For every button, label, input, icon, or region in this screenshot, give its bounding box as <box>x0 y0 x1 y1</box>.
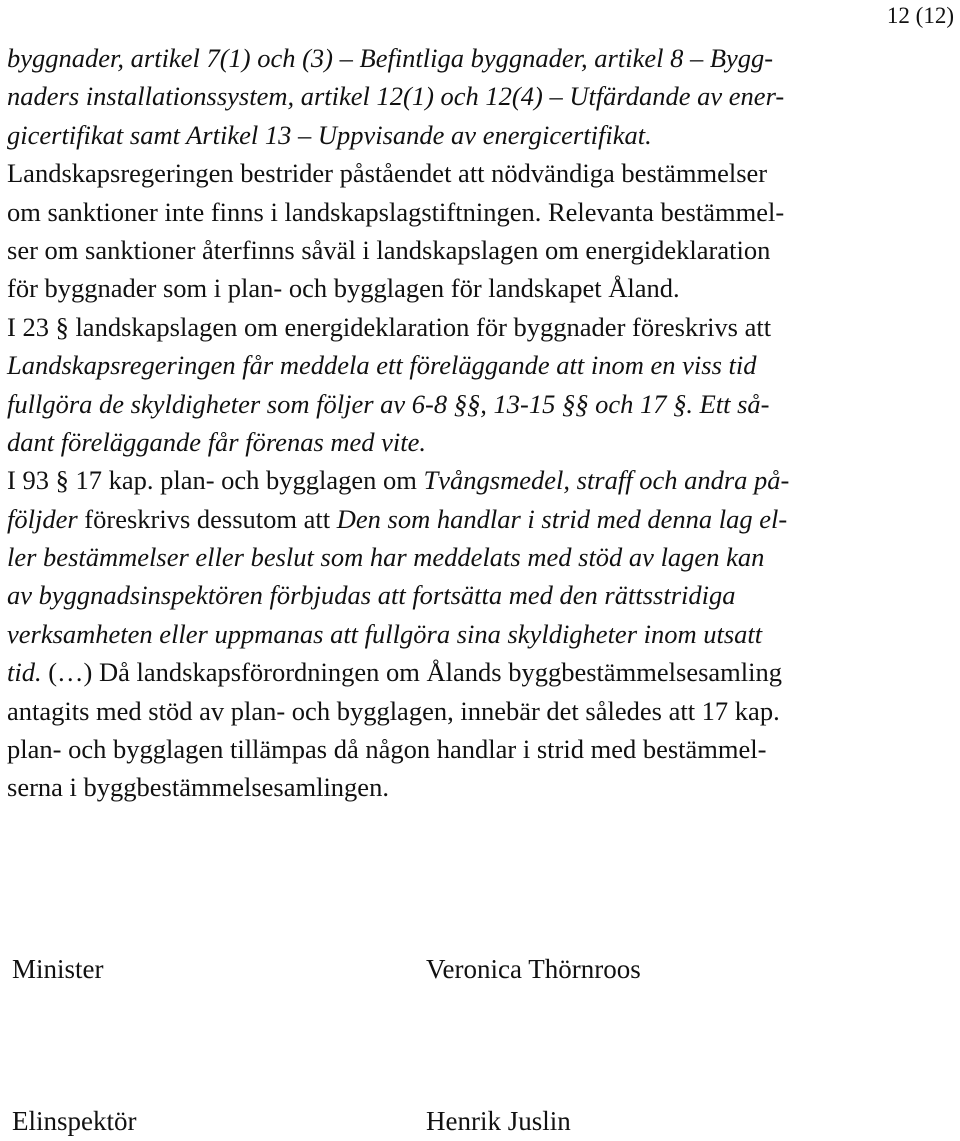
text-run: ser om sanktioner återfinns såväl i landskapslagen om energideklaration <box>7 234 771 265</box>
body-line <box>7 308 957 346</box>
italic-text-run: av byggnadsinspektören förbjudas att fortsätta med den rättsstridiga <box>7 580 736 611</box>
signature-name-inspector: Henrik Juslin <box>426 1106 571 1136</box>
italic-text-run: dant föreläggande får förenas med vite. <box>7 426 427 457</box>
body-line <box>7 615 957 653</box>
text-run: Landskapsregeringen bestrider påståendet att nödvändiga bestämmelser <box>7 158 768 189</box>
italic-text-run: ler bestämmelser eller beslut som har meddelats med stöd av lagen kan <box>7 542 765 573</box>
body-line <box>7 154 957 192</box>
body-line <box>7 500 957 538</box>
signature-name-minister: Veronica Thörnroos <box>426 954 641 984</box>
italic-text-run: följder <box>7 503 78 534</box>
body-line <box>7 423 957 461</box>
text-run: (…) Då landskapsförordningen om Ålands byggbestämmelsesamling <box>41 657 782 688</box>
italic-text-run: Tvångsmedel, straff och andra på- <box>423 465 790 496</box>
body-line <box>7 231 957 269</box>
italic-text-run: gicertifikat samt Artikel 13 – Uppvisande av energicertifikat. <box>7 119 652 150</box>
text-run: plan- och bygglagen tillämpas då någon handlar i strid med bestämmel- <box>7 734 767 765</box>
body-line <box>7 385 957 423</box>
body-line <box>7 653 957 691</box>
signature-role-inspector: Elinspektör <box>12 1106 137 1136</box>
body-line <box>7 116 957 154</box>
body-line <box>7 461 957 499</box>
body-text <box>7 39 957 807</box>
body-line <box>7 39 957 77</box>
italic-text-run: Den som handlar i strid med denna lag el- <box>336 503 788 534</box>
text-run: föreskrivs dessutom att <box>77 503 337 534</box>
italic-text-run: Landskapsregeringen får meddela ett föreläggande att inom en viss tid <box>7 350 757 381</box>
body-line <box>7 77 957 115</box>
text-run: serna i byggbestämmelsesamlingen. <box>7 772 389 803</box>
text-run: antagits med stöd av plan- och bygglagen, innebär det således att 17 kap. <box>7 695 780 726</box>
italic-text-run: naders installationssystem, artikel 12(1) och 12(4) – Utfärdande av ener- <box>7 81 785 112</box>
italic-text-run: fullgöra de skyldigheter som följer av 6-8 §§, 13-15 §§ och 17 §. Ett så- <box>7 388 770 419</box>
text-run: I 23 § landskapslagen om energideklaration för byggnader föreskrivs att <box>7 311 772 342</box>
text-run: I 93 § 17 kap. plan- och bygglagen om <box>7 465 424 496</box>
body-line <box>7 730 957 768</box>
page-number: 12 (12) <box>886 3 954 28</box>
italic-text-run: tid. <box>7 657 42 688</box>
italic-text-run: byggnader, artikel 7(1) och (3) – Befintliga byggnader, artikel 8 – Bygg- <box>7 43 774 73</box>
body-line <box>7 538 957 576</box>
signature-role-minister: Minister <box>12 954 104 984</box>
body-line <box>7 346 957 384</box>
italic-text-run: verksamheten eller uppmanas att fullgöra sina skyldigheter inom utsatt <box>7 618 763 649</box>
body-line <box>7 193 957 231</box>
body-line <box>7 768 957 806</box>
text-run: om sanktioner inte finns i landskapslagstiftningen. Relevanta bestämmel- <box>7 196 785 227</box>
text-run: för byggnader som i plan- och bygglagen för landskapet Åland. <box>7 273 680 304</box>
body-line <box>7 692 957 730</box>
body-line <box>7 269 957 307</box>
body-line <box>7 576 957 614</box>
